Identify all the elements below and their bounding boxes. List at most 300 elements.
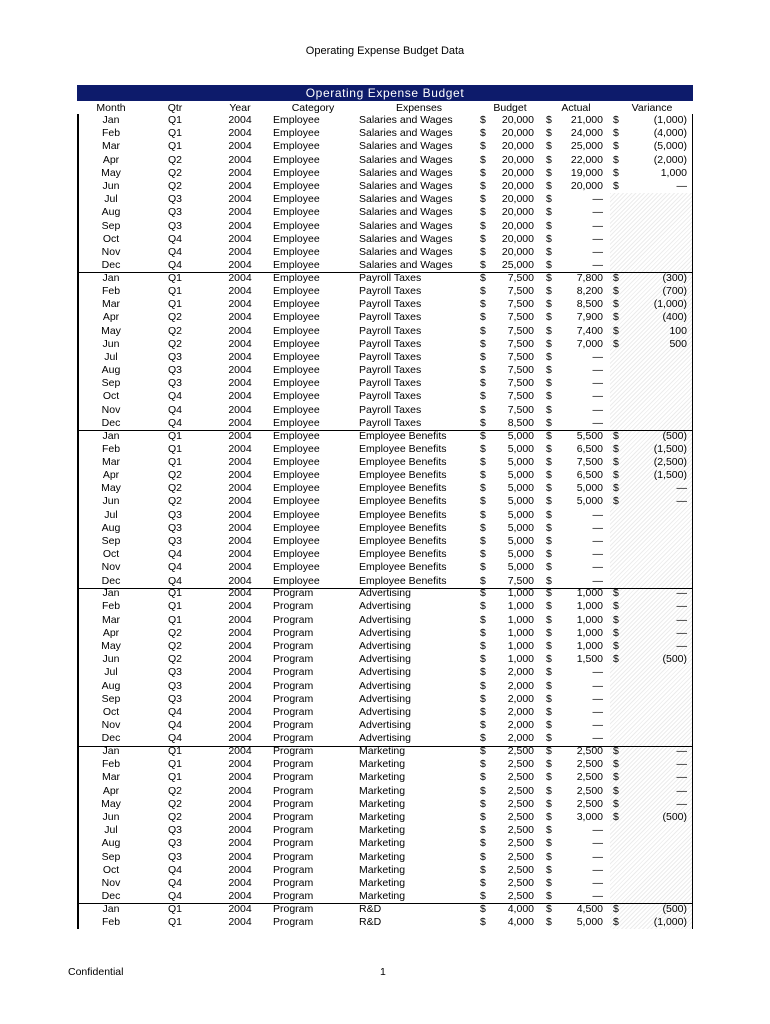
cell-expense: Employee Benefits <box>359 548 447 561</box>
cell-year: 2004 <box>228 390 252 403</box>
table-row <box>77 693 693 706</box>
expense-sheet <box>77 85 693 929</box>
currency-symbol: $ <box>613 797 619 810</box>
cell-budget: 2,500 <box>507 863 534 876</box>
cell-month: Feb <box>101 442 121 455</box>
cell-category: Program <box>273 784 314 797</box>
cell-budget: 2,500 <box>507 784 534 797</box>
cell-month: Jul <box>104 508 118 521</box>
cell-budget: 4,000 <box>507 902 534 915</box>
cell-category: Employee <box>273 232 320 245</box>
cell-qtr: Q4 <box>167 548 182 561</box>
cell-expense: R&D <box>359 915 382 928</box>
cell-budget: 4,000 <box>507 915 534 928</box>
cell-qtr: Q2 <box>167 311 182 324</box>
cell-budget: 7,500 <box>507 377 534 390</box>
currency-symbol: $ <box>480 482 486 495</box>
cell-category: Employee <box>273 521 320 534</box>
currency-symbol: $ <box>480 166 486 179</box>
cell-actual: 5,000 <box>576 915 603 928</box>
cell-expense: Advertising <box>359 732 411 745</box>
cell-budget: 7,500 <box>507 364 534 377</box>
currency-symbol: $ <box>546 640 552 652</box>
cell-qtr: Q2 <box>167 626 182 639</box>
currency-symbol: $ <box>480 114 486 126</box>
cell-month: Jan <box>102 745 120 757</box>
cell-qtr: Q4 <box>167 390 182 403</box>
cell-expense: Salaries and Wages <box>359 140 453 153</box>
cell-budget: 7,500 <box>507 390 534 403</box>
cell-category: Program <box>273 732 314 745</box>
cell-expense: R&D <box>359 902 382 915</box>
cell-variance: — <box>676 600 687 613</box>
cell-actual: — <box>592 574 603 587</box>
cell-expense: Salaries and Wages <box>359 206 453 219</box>
header-qtr: Qtr <box>167 102 183 114</box>
table-row <box>77 746 693 759</box>
cell-expense: Employee Benefits <box>359 561 447 574</box>
cell-qtr: Q2 <box>167 810 182 823</box>
currency-symbol: $ <box>546 337 552 350</box>
data-rows <box>77 114 693 929</box>
table-row <box>77 220 693 233</box>
cell-year: 2004 <box>228 653 252 666</box>
cell-budget: 5,000 <box>507 508 534 521</box>
cell-budget: 2,500 <box>507 850 534 863</box>
cell-category: Program <box>273 626 314 639</box>
cell-expense: Employee Benefits <box>359 535 447 547</box>
cell-category: Employee <box>273 140 320 153</box>
table-row <box>77 798 693 811</box>
cell-actual: 5,500 <box>576 429 603 442</box>
currency-symbol: $ <box>480 311 486 324</box>
cell-month: Oct <box>102 548 120 561</box>
cell-year: 2004 <box>228 784 252 797</box>
cell-qtr: Q4 <box>167 561 182 574</box>
cell-budget: 20,000 <box>501 193 534 206</box>
currency-symbol: $ <box>546 153 552 166</box>
cell-month: Mar <box>101 298 121 311</box>
cell-budget: 25,000 <box>501 259 534 272</box>
cell-category: Program <box>273 837 314 850</box>
table-row <box>77 680 693 693</box>
cell-budget: 5,000 <box>507 455 534 468</box>
currency-symbol: $ <box>480 442 486 455</box>
currency-symbol: $ <box>546 114 552 126</box>
cell-actual: — <box>592 837 603 850</box>
cell-budget: 7,500 <box>507 298 534 311</box>
currency-symbol: $ <box>546 626 552 639</box>
currency-symbol: $ <box>480 810 486 823</box>
cell-actual: 24,000 <box>570 127 603 140</box>
cell-category: Employee <box>273 311 320 324</box>
currency-symbol: $ <box>546 574 552 587</box>
cell-qtr: Q2 <box>167 324 182 337</box>
currency-symbol: $ <box>480 600 486 613</box>
cell-actual: — <box>592 561 603 574</box>
cell-month: Oct <box>102 390 120 403</box>
currency-symbol: $ <box>480 915 486 928</box>
table-row <box>77 824 693 837</box>
currency-symbol: $ <box>613 640 619 652</box>
cell-actual: — <box>592 824 603 837</box>
cell-month: May <box>101 640 121 652</box>
table-row <box>77 627 693 640</box>
cell-expense: Advertising <box>359 613 411 626</box>
cell-category: Program <box>273 719 314 732</box>
currency-symbol: $ <box>480 337 486 350</box>
cell-category: Program <box>273 810 314 823</box>
cell-month: Aug <box>101 837 121 850</box>
cell-actual: — <box>592 350 603 363</box>
table-row <box>77 338 693 351</box>
cell-expense: Employee Benefits <box>359 508 447 521</box>
cell-expense: Payroll Taxes <box>359 284 422 297</box>
currency-symbol: $ <box>546 284 552 297</box>
table-row <box>77 653 693 666</box>
currency-symbol: $ <box>546 390 552 403</box>
cell-year: 2004 <box>228 574 252 587</box>
cell-expense: Payroll Taxes <box>359 390 422 403</box>
currency-symbol: $ <box>613 153 619 166</box>
currency-symbol: $ <box>546 732 552 745</box>
cell-variance: — <box>676 587 687 600</box>
currency-symbol: $ <box>480 548 486 561</box>
cell-qtr: Q4 <box>167 732 182 745</box>
cell-year: 2004 <box>228 377 252 390</box>
cell-budget: 20,000 <box>501 219 534 232</box>
table-row <box>77 325 693 338</box>
currency-symbol: $ <box>546 863 552 876</box>
currency-symbol: $ <box>480 771 486 784</box>
cell-year: 2004 <box>228 245 252 258</box>
cell-year: 2004 <box>228 153 252 166</box>
currency-symbol: $ <box>546 758 552 771</box>
table-row <box>77 495 693 508</box>
cell-budget: 7,500 <box>507 350 534 363</box>
table-row <box>77 114 693 127</box>
cell-actual: 5,000 <box>576 482 603 495</box>
cell-qtr: Q3 <box>167 377 182 390</box>
cell-expense: Employee Benefits <box>359 429 447 442</box>
currency-symbol: $ <box>480 206 486 219</box>
currency-symbol: $ <box>546 166 552 179</box>
cell-qtr: Q4 <box>167 416 182 429</box>
cell-category: Program <box>273 824 314 837</box>
cell-expense: Salaries and Wages <box>359 193 453 206</box>
cell-actual: — <box>592 679 603 692</box>
cell-qtr: Q1 <box>167 600 182 613</box>
cell-expense: Marketing <box>359 850 406 863</box>
cell-qtr: Q3 <box>167 193 182 206</box>
cell-budget: 5,000 <box>507 521 534 534</box>
cell-month: Sep <box>101 850 121 863</box>
currency-symbol: $ <box>546 127 552 140</box>
cell-variance: — <box>676 797 687 810</box>
cell-month: Dec <box>101 574 121 587</box>
cell-month: May <box>101 797 121 810</box>
cell-actual: 8,500 <box>576 298 603 311</box>
cell-qtr: Q1 <box>167 455 182 468</box>
cell-year: 2004 <box>228 324 252 337</box>
header-actual: Actual <box>561 102 591 114</box>
cell-budget: 2,000 <box>507 719 534 732</box>
cell-qtr: Q3 <box>167 364 182 377</box>
cell-category: Program <box>273 771 314 784</box>
cell-month: Jun <box>102 495 120 508</box>
currency-symbol: $ <box>546 495 552 508</box>
cell-category: Employee <box>273 166 320 179</box>
currency-symbol: $ <box>480 232 486 245</box>
currency-symbol: $ <box>546 271 552 284</box>
cell-budget: 7,500 <box>507 403 534 416</box>
currency-symbol: $ <box>480 561 486 574</box>
currency-symbol: $ <box>546 784 552 797</box>
cell-variance: 100 <box>669 324 687 337</box>
cell-actual: — <box>592 390 603 403</box>
cell-category: Program <box>273 758 314 771</box>
cell-actual: — <box>592 719 603 732</box>
table-row <box>77 890 693 903</box>
currency-symbol: $ <box>613 915 619 928</box>
currency-symbol: $ <box>480 640 486 652</box>
cell-actual: 1,000 <box>576 640 603 652</box>
cell-expense: Salaries and Wages <box>359 245 453 258</box>
cell-actual: — <box>592 193 603 206</box>
cell-budget: 7,500 <box>507 271 534 284</box>
cell-qtr: Q3 <box>167 850 182 863</box>
table-row <box>77 600 693 613</box>
cell-budget: 7,500 <box>507 324 534 337</box>
cell-qtr: Q3 <box>167 535 182 547</box>
currency-symbol: $ <box>546 442 552 455</box>
cell-expense: Marketing <box>359 771 406 784</box>
currency-symbol: $ <box>480 193 486 206</box>
cell-category: Employee <box>273 403 320 416</box>
table-row <box>77 482 693 495</box>
cell-budget: 2,500 <box>507 824 534 837</box>
cell-expense: Payroll Taxes <box>359 416 422 429</box>
cell-year: 2004 <box>228 298 252 311</box>
cell-budget: 2,500 <box>507 797 534 810</box>
cell-expense: Advertising <box>359 587 411 600</box>
cell-variance: (1,500) <box>653 469 687 482</box>
cell-year: 2004 <box>228 442 252 455</box>
cell-month: Jan <box>102 429 120 442</box>
cell-qtr: Q1 <box>167 284 182 297</box>
cell-qtr: Q3 <box>167 206 182 219</box>
cell-month: Jan <box>102 114 120 126</box>
cell-qtr: Q2 <box>167 482 182 495</box>
cell-budget: 1,000 <box>507 626 534 639</box>
cell-month: Nov <box>101 403 121 416</box>
currency-symbol: $ <box>546 824 552 837</box>
currency-symbol: $ <box>546 311 552 324</box>
cell-category: Program <box>273 640 314 652</box>
currency-symbol: $ <box>546 705 552 718</box>
table-row <box>77 561 693 574</box>
currency-symbol: $ <box>480 153 486 166</box>
cell-qtr: Q2 <box>167 469 182 482</box>
cell-month: Oct <box>102 863 120 876</box>
currency-symbol: $ <box>546 193 552 206</box>
currency-symbol: $ <box>480 284 486 297</box>
cell-month: Apr <box>102 626 120 639</box>
currency-symbol: $ <box>613 271 619 284</box>
currency-symbol: $ <box>480 535 486 547</box>
cell-expense: Advertising <box>359 640 411 652</box>
currency-symbol: $ <box>613 442 619 455</box>
cell-budget: 1,000 <box>507 640 534 652</box>
cell-month: Sep <box>101 692 121 705</box>
cell-budget: 5,000 <box>507 561 534 574</box>
table-row <box>77 390 693 403</box>
cell-qtr: Q4 <box>167 890 182 903</box>
cell-qtr: Q3 <box>167 666 182 679</box>
currency-symbol: $ <box>480 653 486 666</box>
table-row <box>77 298 693 311</box>
cell-variance: — <box>676 758 687 771</box>
currency-symbol: $ <box>613 469 619 482</box>
cell-qtr: Q4 <box>167 876 182 889</box>
page-header: Operating Expense Budget Data <box>305 45 465 57</box>
cell-variance: (500) <box>662 653 687 666</box>
cell-month: Feb <box>101 915 121 928</box>
cell-qtr: Q4 <box>167 705 182 718</box>
cell-year: 2004 <box>228 732 252 745</box>
cell-actual: 7,900 <box>576 311 603 324</box>
cell-variance: (1,000) <box>653 298 687 311</box>
cell-actual: — <box>592 364 603 377</box>
cell-qtr: Q1 <box>167 140 182 153</box>
currency-symbol: $ <box>480 364 486 377</box>
cell-category: Program <box>273 653 314 666</box>
cell-category: Employee <box>273 416 320 429</box>
cell-category: Employee <box>273 284 320 297</box>
cell-year: 2004 <box>228 640 252 652</box>
cell-budget: 2,500 <box>507 771 534 784</box>
cell-variance: — <box>676 495 687 508</box>
cell-qtr: Q1 <box>167 127 182 140</box>
cell-budget: 20,000 <box>501 232 534 245</box>
currency-symbol: $ <box>613 495 619 508</box>
cell-budget: 7,500 <box>507 337 534 350</box>
cell-actual: — <box>592 219 603 232</box>
table-row <box>77 706 693 719</box>
cell-actual: — <box>592 377 603 390</box>
cell-year: 2004 <box>228 824 252 837</box>
column-headers <box>77 101 693 114</box>
currency-symbol: $ <box>480 298 486 311</box>
currency-symbol: $ <box>480 324 486 337</box>
currency-symbol: $ <box>546 469 552 482</box>
cell-qtr: Q3 <box>167 692 182 705</box>
cell-budget: 2,500 <box>507 837 534 850</box>
cell-year: 2004 <box>228 140 252 153</box>
cell-category: Employee <box>273 390 320 403</box>
cell-variance: (300) <box>662 271 687 284</box>
cell-expense: Employee Benefits <box>359 442 447 455</box>
currency-symbol: $ <box>613 114 619 126</box>
cell-category: Employee <box>273 324 320 337</box>
cell-variance: — <box>676 745 687 757</box>
currency-symbol: $ <box>480 377 486 390</box>
cell-qtr: Q3 <box>167 219 182 232</box>
cell-qtr: Q4 <box>167 403 182 416</box>
cell-category: Program <box>273 666 314 679</box>
cell-qtr: Q2 <box>167 166 182 179</box>
cell-category: Employee <box>273 350 320 363</box>
currency-symbol: $ <box>546 679 552 692</box>
currency-symbol: $ <box>546 429 552 442</box>
cell-variance: — <box>676 640 687 652</box>
cell-actual: 4,500 <box>576 902 603 915</box>
currency-symbol: $ <box>546 403 552 416</box>
cell-expense: Marketing <box>359 863 406 876</box>
cell-actual: 2,500 <box>576 797 603 810</box>
cell-variance: (1,000) <box>653 915 687 928</box>
cell-qtr: Q1 <box>167 915 182 928</box>
cell-month: Feb <box>101 127 121 140</box>
cell-budget: 5,000 <box>507 548 534 561</box>
cell-expense: Advertising <box>359 692 411 705</box>
cell-expense: Salaries and Wages <box>359 127 453 140</box>
cell-month: Dec <box>101 890 121 903</box>
cell-qtr: Q3 <box>167 824 182 837</box>
currency-symbol: $ <box>480 508 486 521</box>
cell-month: Jun <box>102 653 120 666</box>
cell-actual: 7,800 <box>576 271 603 284</box>
cell-budget: 20,000 <box>501 140 534 153</box>
cell-actual: — <box>592 890 603 903</box>
cell-budget: 2,500 <box>507 890 534 903</box>
cell-month: May <box>101 482 121 495</box>
cell-month: Aug <box>101 364 121 377</box>
cell-variance: (500) <box>662 429 687 442</box>
cell-year: 2004 <box>228 337 252 350</box>
cell-category: Employee <box>273 298 320 311</box>
cell-year: 2004 <box>228 758 252 771</box>
currency-symbol: $ <box>480 574 486 587</box>
cell-actual: 1,500 <box>576 653 603 666</box>
currency-symbol: $ <box>613 771 619 784</box>
currency-symbol: $ <box>546 377 552 390</box>
cell-category: Employee <box>273 482 320 495</box>
cell-variance: (400) <box>662 311 687 324</box>
cell-expense: Payroll Taxes <box>359 337 422 350</box>
cell-category: Employee <box>273 495 320 508</box>
cell-actual: 19,000 <box>570 166 603 179</box>
cell-actual: 2,500 <box>576 745 603 757</box>
cell-category: Employee <box>273 377 320 390</box>
table-row <box>77 614 693 627</box>
cell-year: 2004 <box>228 508 252 521</box>
cell-expense: Marketing <box>359 810 406 823</box>
table-row <box>77 640 693 653</box>
cell-budget: 5,000 <box>507 535 534 547</box>
cell-expense: Salaries and Wages <box>359 232 453 245</box>
currency-symbol: $ <box>480 797 486 810</box>
cell-expense: Marketing <box>359 876 406 889</box>
cell-actual: 7,000 <box>576 337 603 350</box>
cell-expense: Payroll Taxes <box>359 403 422 416</box>
cell-qtr: Q2 <box>167 153 182 166</box>
cell-budget: 5,000 <box>507 482 534 495</box>
cell-actual: — <box>592 666 603 679</box>
cell-expense: Marketing <box>359 797 406 810</box>
cell-category: Employee <box>273 114 320 126</box>
cell-actual: — <box>592 863 603 876</box>
